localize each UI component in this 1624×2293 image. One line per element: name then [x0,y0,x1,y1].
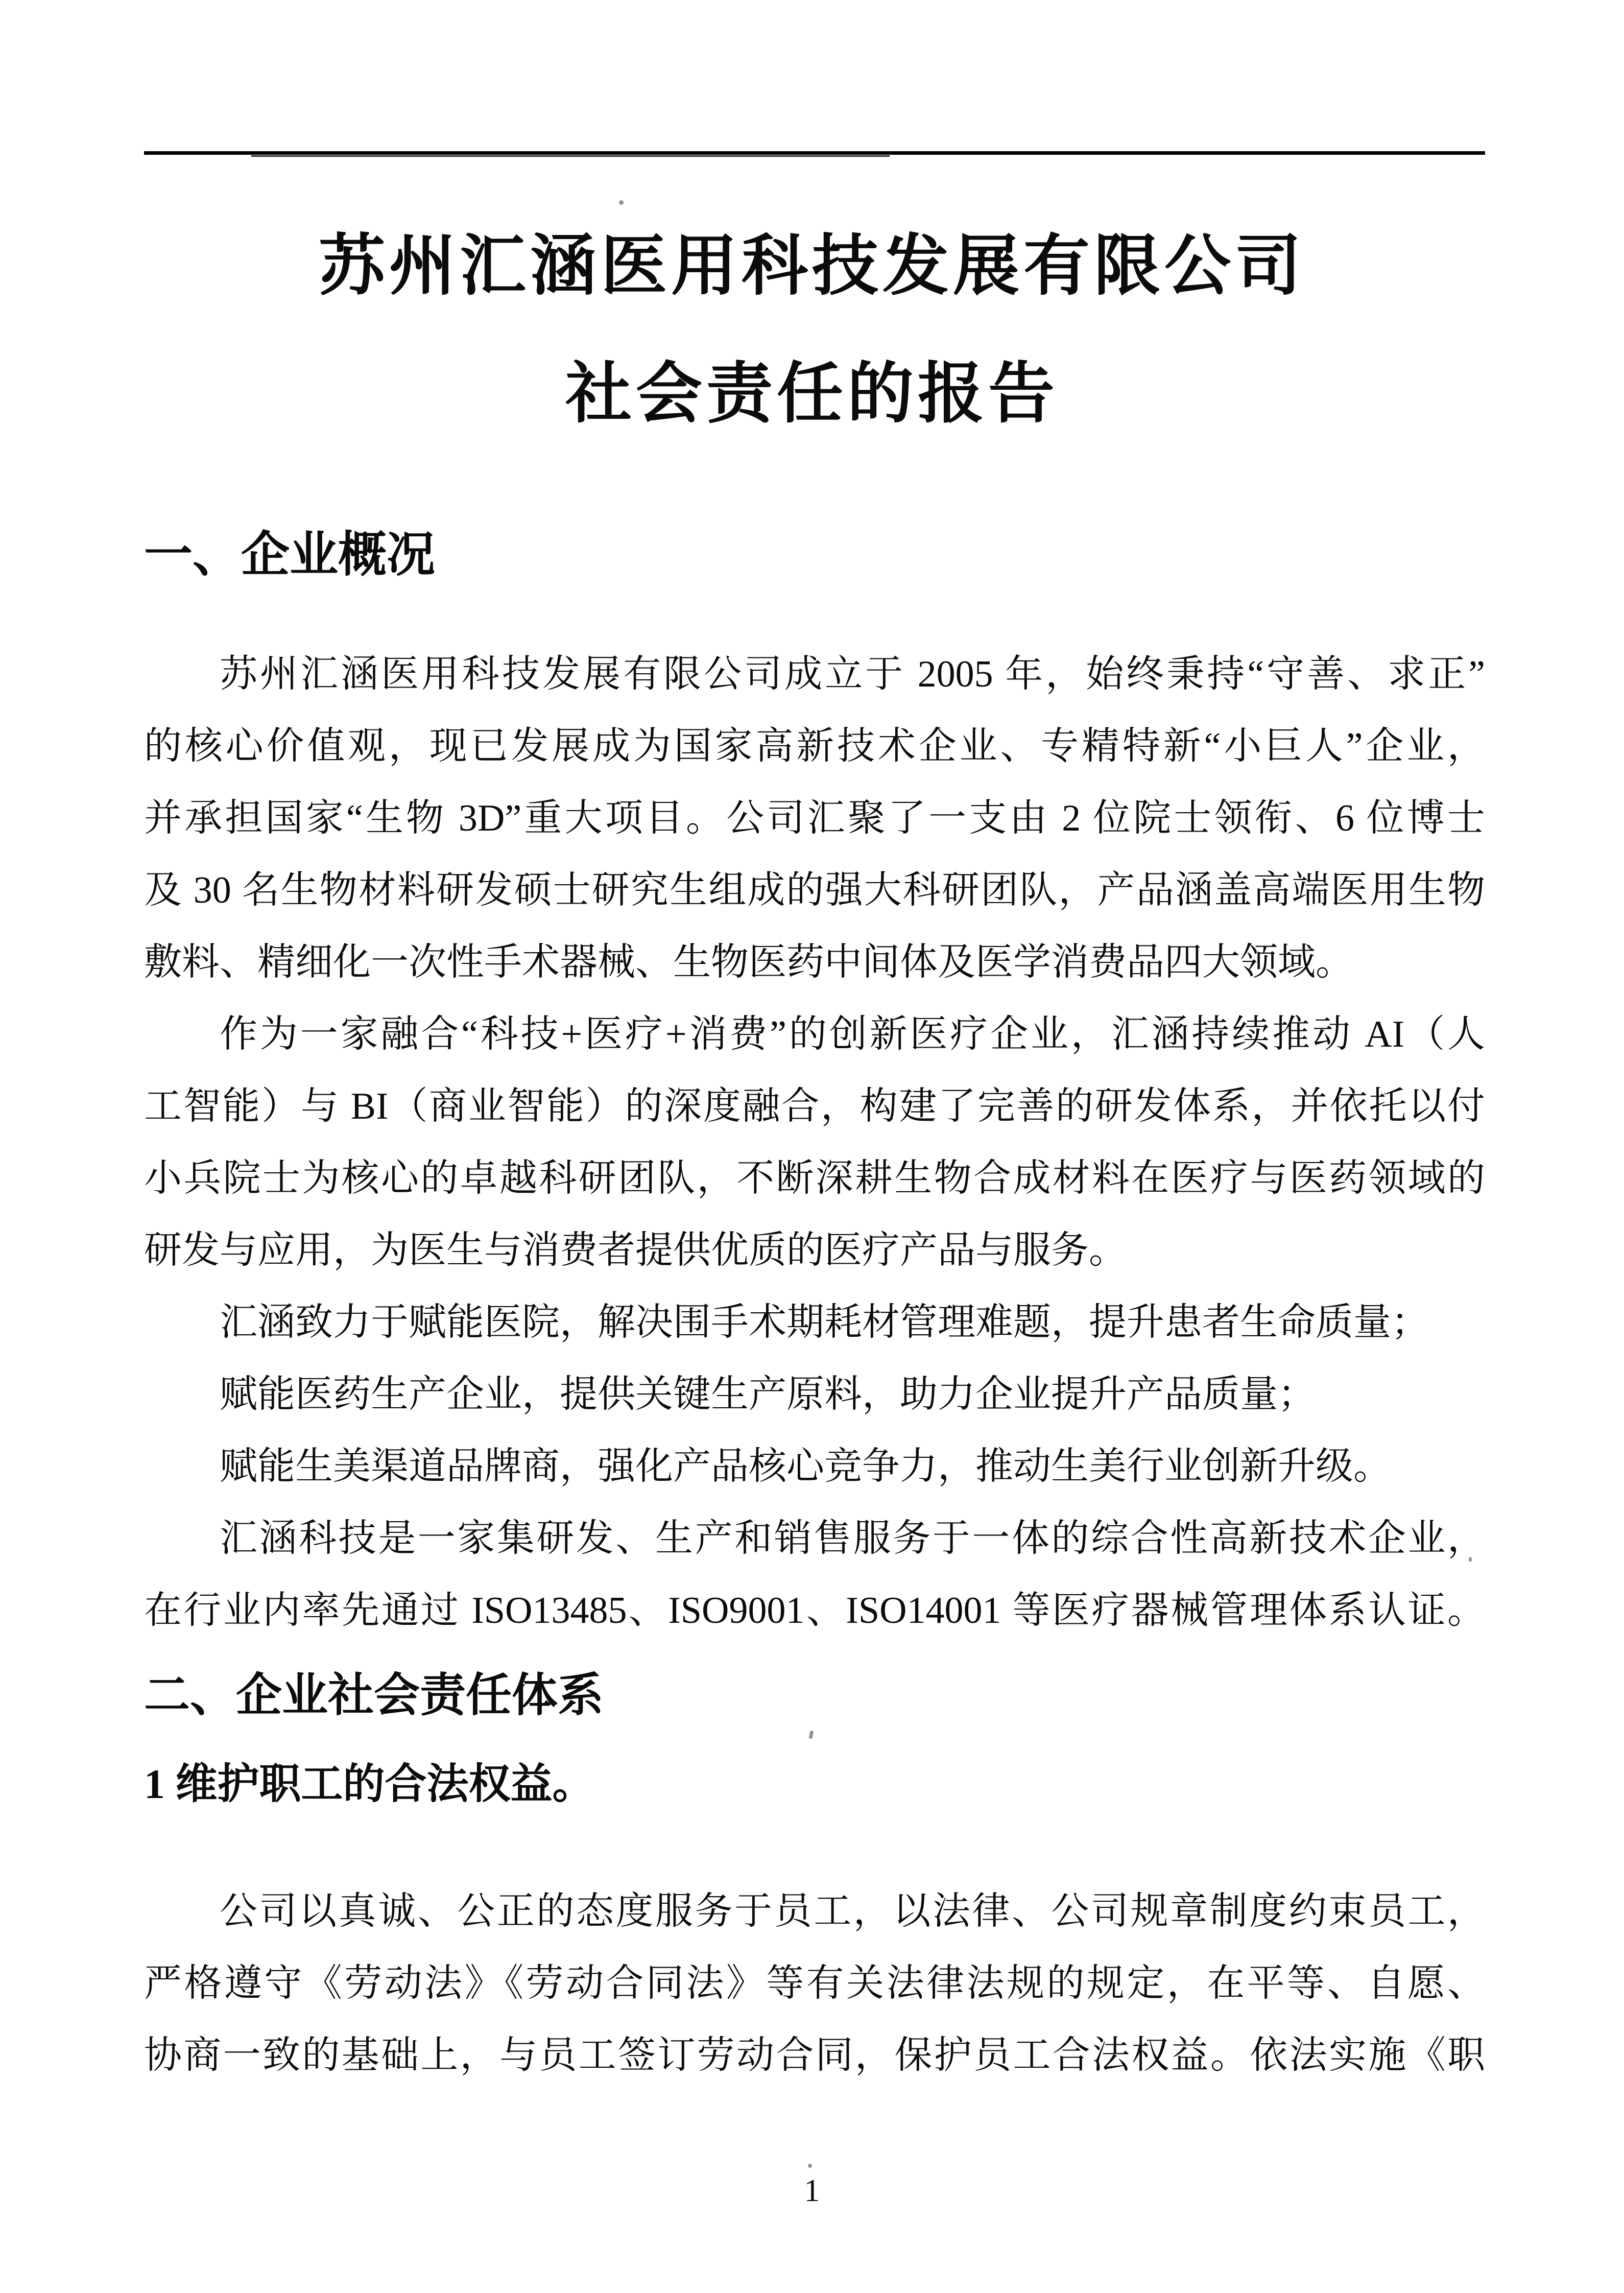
section-heading-csr-system: 二、企业社会责任体系 [144,1670,604,1721]
scan-speck [808,2164,812,2168]
header-rule [144,151,1485,155]
paragraph-line: 在行业内率先通过 ISO13485、ISO9001、ISO14001 等医疗器械管理体系认证。 [144,1590,1485,1632]
scan-speck [619,200,624,205]
paragraph-line: 赋能生美渠道品牌商，强化产品核心竞争力，推动生美行业创新升级。 [220,1446,1391,1487]
paragraph-line: 及 30 名生物材料研发硕士研究生组成的强大科研团队，产品涵盖高端医用生物 [144,869,1485,911]
paragraph-line: 赋能医药生产企业，提供关键生产原料，助力企业提升产品质量； [220,1374,1316,1415]
paragraph-line: 研发与应用，为医生与消费者提供优质的医疗产品与服务。 [144,1230,1127,1271]
subsection-heading-employee-rights: 1 维护职工的合法权益。 [144,1761,594,1807]
paragraph-line: 的核心价值观，现已发展成为国家高新技术企业、专精特新“小巨人”企业， [144,725,1485,767]
paragraph-line: 苏州汇涵医用科技发展有限公司成立于 2005 年，始终秉持“守善、求正” [220,653,1485,695]
section-heading-company-overview: 一、企业概况 [144,528,436,582]
body-text-section-2 [144,1876,1485,2092]
paragraph-line: 小兵院士为核心的卓越科研团队，不断深耕生物合成材料在医疗与医药领域的 [144,1157,1485,1199]
paragraph-line: 公司以真诚、公正的态度服务于员工，以法律、公司规章制度约束员工， [220,1890,1485,1932]
paragraph-line: 汇涵科技是一家集研发、生产和销售服务于一体的综合性高新技术企业， [220,1518,1485,1559]
page-number: 1 [804,2173,820,2208]
paragraph-line: 作为一家融合“科技+医疗+消费”的创新医疗企业，汇涵持续推动 AI（人 [220,1013,1485,1055]
paragraph-line: 协商一致的基础上，与员工签订劳动合同，保护员工合法权益。依法实施《职 [144,2035,1485,2076]
scan-speck [808,1730,814,1739]
document-title-company-name: 苏州汇涵医用科技发展有限公司 [318,230,1305,303]
paragraph-line: 汇涵致力于赋能医院，解决围手术期耗材管理难题，提升患者生命质量； [220,1302,1429,1343]
paragraph-line: 并承担国家“生物 3D”重大项目。公司汇聚了一支由 2 位院士领衔、6 位博士 [144,797,1485,839]
paragraph-line: 严格遵守《劳动法》《劳动合同法》等有关法律法规的规定，在平等、自愿、 [144,1963,1485,2004]
paragraph-line: 工智能）与 BI（商业智能）的深度融合，构建了完善的研发体系，并依托以付 [144,1085,1485,1127]
body-text-section-1 [144,639,1485,1647]
paragraph-line: 敷料、精细化一次性手术器械、生物医药中间体及医学消费品四大领域。 [144,941,1353,983]
document-title-report-type: 社会责任的报告 [565,358,1059,431]
